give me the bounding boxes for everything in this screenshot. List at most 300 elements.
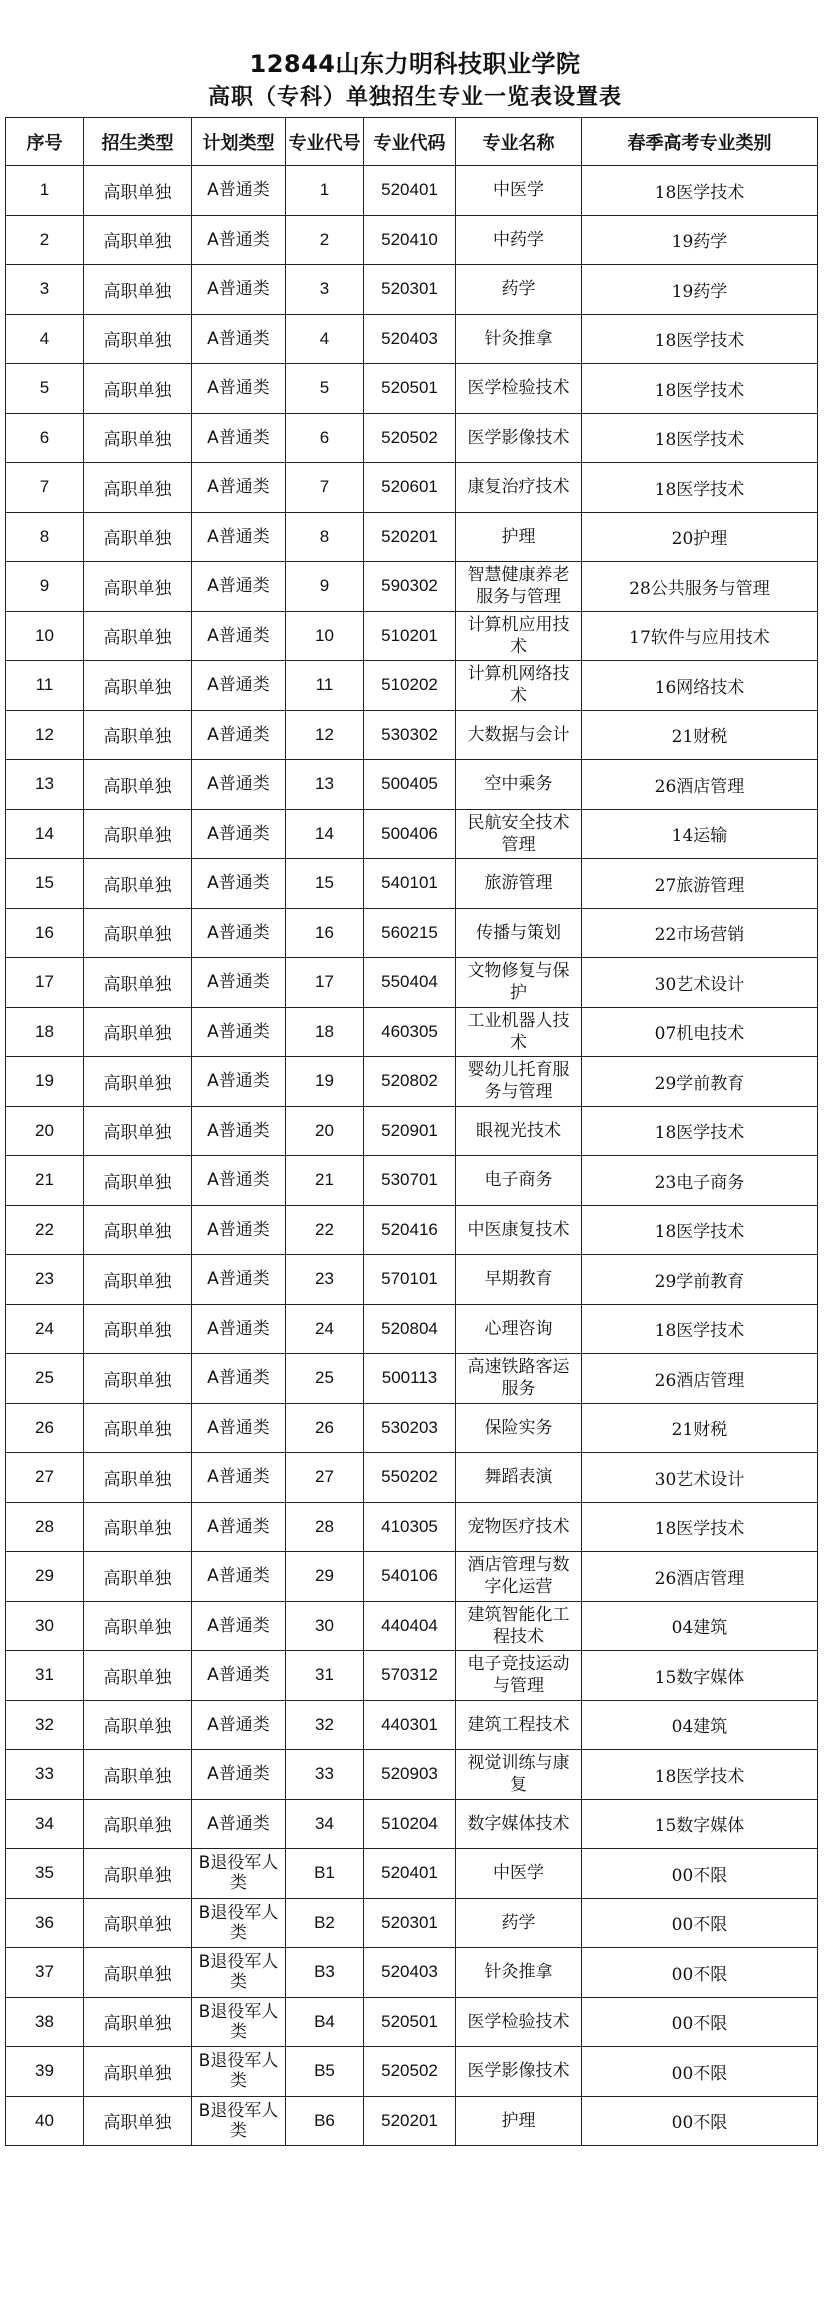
table-row	[6, 1205, 818, 1255]
cell-major-name: 中药学	[456, 215, 582, 265]
cell-enroll-type: 高职单独	[84, 1948, 192, 1998]
cell-major-name: 文物修复与保护	[456, 958, 582, 1008]
cell-exam-category: 21财税	[582, 1403, 818, 1453]
table-row	[6, 512, 818, 562]
table-row	[6, 859, 818, 909]
cell-enroll-type: 高职单独	[84, 1502, 192, 1552]
cell-enroll-type: 高职单独	[84, 1106, 192, 1156]
cell-major-no: 18	[286, 1007, 364, 1057]
cell-plan-type: A普通类	[192, 166, 286, 216]
cell-major-no: 2	[286, 215, 364, 265]
cell-index: 15	[6, 859, 84, 909]
cell-major-code: 520301	[364, 1898, 456, 1948]
cell-major-code: 570312	[364, 1651, 456, 1701]
cell-exam-category: 26酒店管理	[582, 760, 818, 810]
table-row	[6, 1997, 818, 2047]
table-row	[6, 1849, 818, 1899]
cell-enroll-type: 高职单独	[84, 1601, 192, 1651]
cell-major-name: 医学影像技术	[456, 2047, 582, 2097]
cell-major-name: 药学	[456, 265, 582, 315]
cell-enroll-type: 高职单独	[84, 1057, 192, 1107]
cell-enroll-type: 高职单独	[84, 710, 192, 760]
cell-major-name: 空中乘务	[456, 760, 582, 810]
cell-plan-type: A普通类	[192, 710, 286, 760]
cell-plan-type: A普通类	[192, 1106, 286, 1156]
cell-major-no: 17	[286, 958, 364, 1008]
cell-major-code: 520804	[364, 1304, 456, 1354]
cell-major-code: 520901	[364, 1106, 456, 1156]
cell-major-no: 4	[286, 314, 364, 364]
cell-major-name: 建筑智能化工程技术	[456, 1601, 582, 1651]
cell-exam-category: 18医学技术	[582, 1106, 818, 1156]
cell-enroll-type: 高职单独	[84, 958, 192, 1008]
cell-enroll-type: 高职单独	[84, 215, 192, 265]
cell-exam-category: 00不限	[582, 1849, 818, 1899]
document-title: 12844山东力明科技职业学院	[249, 50, 581, 78]
cell-plan-type: A普通类	[192, 314, 286, 364]
header-plan-type: 计划类型	[192, 118, 286, 166]
cell-major-no: 16	[286, 908, 364, 958]
cell-major-code: 550202	[364, 1453, 456, 1503]
cell-plan-type: B退役军人类	[192, 1997, 286, 2047]
cell-enroll-type: 高职单独	[84, 1651, 192, 1701]
cell-index: 27	[6, 1453, 84, 1503]
cell-major-name: 护理	[456, 512, 582, 562]
cell-index: 12	[6, 710, 84, 760]
table-row	[6, 1255, 818, 1305]
cell-major-name: 康复治疗技术	[456, 463, 582, 513]
cell-major-code: 410305	[364, 1502, 456, 1552]
cell-index: 22	[6, 1205, 84, 1255]
cell-enroll-type: 高职单独	[84, 166, 192, 216]
cell-major-name: 舞蹈表演	[456, 1453, 582, 1503]
header-enroll-type: 招生类型	[84, 118, 192, 166]
cell-major-code: 550404	[364, 958, 456, 1008]
cell-major-name: 眼视光技术	[456, 1106, 582, 1156]
cell-major-no: B1	[286, 1849, 364, 1899]
cell-major-no: 3	[286, 265, 364, 315]
cell-plan-type: A普通类	[192, 809, 286, 859]
header-exam-category: 春季高考专业类别	[582, 118, 818, 166]
majors-table	[5, 117, 818, 2146]
cell-major-no: 33	[286, 1750, 364, 1800]
table-row	[6, 1453, 818, 1503]
cell-major-no: 11	[286, 661, 364, 711]
cell-major-code: 520501	[364, 364, 456, 414]
cell-index: 32	[6, 1700, 84, 1750]
cell-major-code: 520301	[364, 265, 456, 315]
cell-major-name: 针灸推拿	[456, 1948, 582, 1998]
table-header-row	[6, 118, 818, 166]
header-major-name: 专业名称	[456, 118, 582, 166]
cell-index: 10	[6, 611, 84, 661]
cell-enroll-type: 高职单独	[84, 1552, 192, 1602]
cell-exam-category: 29学前教育	[582, 1057, 818, 1107]
cell-plan-type: A普通类	[192, 1750, 286, 1800]
cell-major-name: 视觉训练与康复	[456, 1750, 582, 1800]
cell-enroll-type: 高职单独	[84, 1898, 192, 1948]
cell-major-name: 智慧健康养老服务与管理	[456, 562, 582, 612]
cell-enroll-type: 高职单独	[84, 2096, 192, 2146]
cell-major-code: 520401	[364, 1849, 456, 1899]
cell-plan-type: A普通类	[192, 463, 286, 513]
cell-index: 3	[6, 265, 84, 315]
cell-major-name: 工业机器人技术	[456, 1007, 582, 1057]
table-row	[6, 611, 818, 661]
cell-major-code: 520403	[364, 314, 456, 364]
cell-major-name: 心理咨询	[456, 1304, 582, 1354]
cell-major-code: 530701	[364, 1156, 456, 1206]
table-row	[6, 1651, 818, 1701]
cell-major-code: 540106	[364, 1552, 456, 1602]
document-subtitle: 高职（专科）单独招生专业一览表设置表	[207, 85, 622, 110]
cell-major-name: 医学检验技术	[456, 1997, 582, 2047]
cell-major-name: 针灸推拿	[456, 314, 582, 364]
cell-enroll-type: 高职单独	[84, 1403, 192, 1453]
cell-exam-category: 00不限	[582, 1997, 818, 2047]
cell-enroll-type: 高职单独	[84, 1205, 192, 1255]
cell-major-code: 520903	[364, 1750, 456, 1800]
cell-major-name: 酒店管理与数字化运营	[456, 1552, 582, 1602]
table-row	[6, 1007, 818, 1057]
cell-major-no: B2	[286, 1898, 364, 1948]
cell-major-name: 护理	[456, 2096, 582, 2146]
cell-index: 7	[6, 463, 84, 513]
cell-index: 34	[6, 1799, 84, 1849]
table-row	[6, 413, 818, 463]
cell-major-no: B4	[286, 1997, 364, 2047]
cell-major-no: 24	[286, 1304, 364, 1354]
cell-major-no: 20	[286, 1106, 364, 1156]
cell-major-code: 460305	[364, 1007, 456, 1057]
table-row	[6, 314, 818, 364]
header-major-no: 专业代号	[286, 118, 364, 166]
table-row	[6, 265, 818, 315]
cell-major-no: 26	[286, 1403, 364, 1453]
cell-plan-type: A普通类	[192, 413, 286, 463]
cell-enroll-type: 高职单独	[84, 1453, 192, 1503]
cell-enroll-type: 高职单独	[84, 809, 192, 859]
cell-exam-category: 29学前教育	[582, 1255, 818, 1305]
cell-major-code: 520501	[364, 1997, 456, 2047]
cell-major-code: 520201	[364, 2096, 456, 2146]
cell-plan-type: B退役军人类	[192, 1898, 286, 1948]
cell-exam-category: 14运输	[582, 809, 818, 859]
cell-index: 1	[6, 166, 84, 216]
cell-major-no: 23	[286, 1255, 364, 1305]
cell-major-name: 医学检验技术	[456, 364, 582, 414]
cell-enroll-type: 高职单独	[84, 760, 192, 810]
cell-major-code: 510204	[364, 1799, 456, 1849]
cell-major-code: 520502	[364, 2047, 456, 2097]
cell-major-no: 27	[286, 1453, 364, 1503]
cell-index: 6	[6, 413, 84, 463]
cell-major-name: 早期教育	[456, 1255, 582, 1305]
cell-plan-type: A普通类	[192, 265, 286, 315]
cell-exam-category: 27旅游管理	[582, 859, 818, 909]
cell-major-name: 中医学	[456, 166, 582, 216]
table-row	[6, 809, 818, 859]
cell-major-code: 510201	[364, 611, 456, 661]
cell-index: 5	[6, 364, 84, 414]
cell-major-code: 560215	[364, 908, 456, 958]
cell-enroll-type: 高职单独	[84, 364, 192, 414]
cell-major-name: 民航安全技术管理	[456, 809, 582, 859]
cell-index: 30	[6, 1601, 84, 1651]
cell-exam-category: 28公共服务与管理	[582, 562, 818, 612]
cell-major-name: 高速铁路客运服务	[456, 1354, 582, 1404]
cell-exam-category: 00不限	[582, 1948, 818, 1998]
cell-major-code: 520401	[364, 166, 456, 216]
cell-enroll-type: 高职单独	[84, 611, 192, 661]
cell-major-code: 540101	[364, 859, 456, 909]
cell-plan-type: A普通类	[192, 859, 286, 909]
table-row	[6, 166, 818, 216]
cell-major-name: 宠物医疗技术	[456, 1502, 582, 1552]
cell-major-code: 520416	[364, 1205, 456, 1255]
cell-major-code: 500405	[364, 760, 456, 810]
cell-enroll-type: 高职单独	[84, 1700, 192, 1750]
cell-enroll-type: 高职单独	[84, 1354, 192, 1404]
table-row	[6, 1354, 818, 1404]
cell-major-code: 520403	[364, 1948, 456, 1998]
cell-plan-type: B退役军人类	[192, 1948, 286, 1998]
cell-plan-type: A普通类	[192, 958, 286, 1008]
cell-enroll-type: 高职单独	[84, 463, 192, 513]
table-row	[6, 463, 818, 513]
table-row	[6, 1750, 818, 1800]
cell-exam-category: 16网络技术	[582, 661, 818, 711]
cell-exam-category: 18医学技术	[582, 1205, 818, 1255]
cell-exam-category: 23电子商务	[582, 1156, 818, 1206]
cell-plan-type: A普通类	[192, 562, 286, 612]
cell-plan-type: A普通类	[192, 1007, 286, 1057]
cell-plan-type: A普通类	[192, 512, 286, 562]
cell-exam-category: 19药学	[582, 265, 818, 315]
cell-plan-type: A普通类	[192, 611, 286, 661]
cell-major-code: 590302	[364, 562, 456, 612]
cell-major-code: 520802	[364, 1057, 456, 1107]
cell-enroll-type: 高职单独	[84, 1849, 192, 1899]
table-row	[6, 1799, 818, 1849]
cell-major-no: B3	[286, 1948, 364, 1998]
cell-major-no: 34	[286, 1799, 364, 1849]
cell-major-no: 32	[286, 1700, 364, 1750]
cell-exam-category: 20护理	[582, 512, 818, 562]
cell-major-name: 大数据与会计	[456, 710, 582, 760]
cell-exam-category: 22市场营销	[582, 908, 818, 958]
cell-major-no: 15	[286, 859, 364, 909]
cell-major-code: 510202	[364, 661, 456, 711]
table-row	[6, 1898, 818, 1948]
cell-major-no: 31	[286, 1651, 364, 1701]
table-row	[6, 1156, 818, 1206]
cell-index: 16	[6, 908, 84, 958]
cell-exam-category: 18医学技术	[582, 413, 818, 463]
cell-enroll-type: 高职单独	[84, 413, 192, 463]
cell-major-name: 计算机应用技术	[456, 611, 582, 661]
cell-index: 8	[6, 512, 84, 562]
cell-enroll-type: 高职单独	[84, 1997, 192, 2047]
cell-index: 13	[6, 760, 84, 810]
cell-major-name: 建筑工程技术	[456, 1700, 582, 1750]
cell-exam-category: 18医学技术	[582, 166, 818, 216]
cell-major-no: 25	[286, 1354, 364, 1404]
cell-enroll-type: 高职单独	[84, 314, 192, 364]
cell-major-no: B5	[286, 2047, 364, 2097]
cell-major-no: 30	[286, 1601, 364, 1651]
cell-major-no: 14	[286, 809, 364, 859]
cell-index: 24	[6, 1304, 84, 1354]
cell-major-no: B6	[286, 2096, 364, 2146]
table-row	[6, 1403, 818, 1453]
cell-major-no: 12	[286, 710, 364, 760]
cell-plan-type: B退役军人类	[192, 2047, 286, 2097]
cell-exam-category: 04建筑	[582, 1601, 818, 1651]
table-row	[6, 2047, 818, 2097]
cell-major-name: 保险实务	[456, 1403, 582, 1453]
cell-exam-category: 04建筑	[582, 1700, 818, 1750]
cell-plan-type: A普通类	[192, 364, 286, 414]
cell-index: 14	[6, 809, 84, 859]
cell-major-no: 10	[286, 611, 364, 661]
cell-index: 26	[6, 1403, 84, 1453]
cell-exam-category: 26酒店管理	[582, 1354, 818, 1404]
cell-plan-type: A普通类	[192, 1205, 286, 1255]
cell-exam-category: 19药学	[582, 215, 818, 265]
cell-major-name: 中医康复技术	[456, 1205, 582, 1255]
table-row	[6, 1304, 818, 1354]
cell-major-code: 520601	[364, 463, 456, 513]
cell-index: 37	[6, 1948, 84, 1998]
cell-major-no: 7	[286, 463, 364, 513]
cell-plan-type: A普通类	[192, 215, 286, 265]
cell-enroll-type: 高职单独	[84, 859, 192, 909]
cell-exam-category: 18医学技术	[582, 314, 818, 364]
cell-enroll-type: 高职单独	[84, 1156, 192, 1206]
table-row	[6, 661, 818, 711]
cell-enroll-type: 高职单独	[84, 265, 192, 315]
table-row	[6, 1948, 818, 1998]
cell-plan-type: A普通类	[192, 1403, 286, 1453]
cell-index: 23	[6, 1255, 84, 1305]
cell-major-no: 21	[286, 1156, 364, 1206]
cell-plan-type: A普通类	[192, 1057, 286, 1107]
table-row	[6, 562, 818, 612]
cell-enroll-type: 高职单独	[84, 2047, 192, 2097]
cell-exam-category: 00不限	[582, 2096, 818, 2146]
cell-enroll-type: 高职单独	[84, 1007, 192, 1057]
table-row	[6, 1601, 818, 1651]
cell-exam-category: 18医学技术	[582, 364, 818, 414]
cell-major-no: 5	[286, 364, 364, 414]
cell-plan-type: A普通类	[192, 1304, 286, 1354]
cell-exam-category: 00不限	[582, 2047, 818, 2097]
cell-major-no: 6	[286, 413, 364, 463]
cell-index: 36	[6, 1898, 84, 1948]
cell-major-code: 520410	[364, 215, 456, 265]
cell-plan-type: A普通类	[192, 1601, 286, 1651]
cell-major-no: 8	[286, 512, 364, 562]
table-row	[6, 364, 818, 414]
cell-index: 2	[6, 215, 84, 265]
cell-exam-category: 18医学技术	[582, 1750, 818, 1800]
cell-major-name: 医学影像技术	[456, 413, 582, 463]
cell-enroll-type: 高职单独	[84, 908, 192, 958]
table-row	[6, 1057, 818, 1107]
cell-exam-category: 15数字媒体	[582, 1651, 818, 1701]
cell-plan-type: A普通类	[192, 1502, 286, 1552]
table-row	[6, 908, 818, 958]
cell-plan-type: A普通类	[192, 1552, 286, 1602]
cell-plan-type: A普通类	[192, 760, 286, 810]
cell-exam-category: 17软件与应用技术	[582, 611, 818, 661]
cell-major-no: 28	[286, 1502, 364, 1552]
cell-exam-category: 30艺术设计	[582, 1453, 818, 1503]
cell-enroll-type: 高职单独	[84, 1304, 192, 1354]
cell-major-code: 520502	[364, 413, 456, 463]
cell-exam-category: 18医学技术	[582, 463, 818, 513]
cell-major-name: 计算机网络技术	[456, 661, 582, 711]
cell-exam-category: 15数字媒体	[582, 1799, 818, 1849]
cell-index: 31	[6, 1651, 84, 1701]
cell-plan-type: A普通类	[192, 1700, 286, 1750]
cell-plan-type: A普通类	[192, 1255, 286, 1305]
cell-index: 19	[6, 1057, 84, 1107]
cell-index: 38	[6, 1997, 84, 2047]
cell-enroll-type: 高职单独	[84, 562, 192, 612]
cell-index: 39	[6, 2047, 84, 2097]
table-row	[6, 215, 818, 265]
cell-index: 21	[6, 1156, 84, 1206]
cell-major-no: 9	[286, 562, 364, 612]
cell-major-no: 13	[286, 760, 364, 810]
cell-plan-type: A普通类	[192, 1799, 286, 1849]
cell-major-name: 传播与策划	[456, 908, 582, 958]
cell-index: 29	[6, 1552, 84, 1602]
cell-enroll-type: 高职单独	[84, 1799, 192, 1849]
cell-index: 28	[6, 1502, 84, 1552]
cell-index: 11	[6, 661, 84, 711]
cell-plan-type: B退役军人类	[192, 2096, 286, 2146]
cell-exam-category: 07机电技术	[582, 1007, 818, 1057]
cell-major-code: 500406	[364, 809, 456, 859]
table-row	[6, 1106, 818, 1156]
cell-major-code: 570101	[364, 1255, 456, 1305]
table-row	[6, 1502, 818, 1552]
cell-index: 18	[6, 1007, 84, 1057]
cell-major-code: 440301	[364, 1700, 456, 1750]
cell-major-code: 440404	[364, 1601, 456, 1651]
cell-plan-type: A普通类	[192, 661, 286, 711]
cell-plan-type: A普通类	[192, 1354, 286, 1404]
table-row	[6, 1552, 818, 1602]
cell-plan-type: A普通类	[192, 1651, 286, 1701]
cell-plan-type: A普通类	[192, 1156, 286, 1206]
cell-major-name: 中医学	[456, 1849, 582, 1899]
cell-plan-type: A普通类	[192, 908, 286, 958]
cell-major-name: 数字媒体技术	[456, 1799, 582, 1849]
cell-major-name: 电子竞技运动与管理	[456, 1651, 582, 1701]
cell-plan-type: A普通类	[192, 1453, 286, 1503]
cell-major-no: 1	[286, 166, 364, 216]
cell-exam-category: 30艺术设计	[582, 958, 818, 1008]
table-row	[6, 760, 818, 810]
cell-index: 33	[6, 1750, 84, 1800]
cell-major-code: 530203	[364, 1403, 456, 1453]
cell-index: 17	[6, 958, 84, 1008]
cell-major-name: 药学	[456, 1898, 582, 1948]
